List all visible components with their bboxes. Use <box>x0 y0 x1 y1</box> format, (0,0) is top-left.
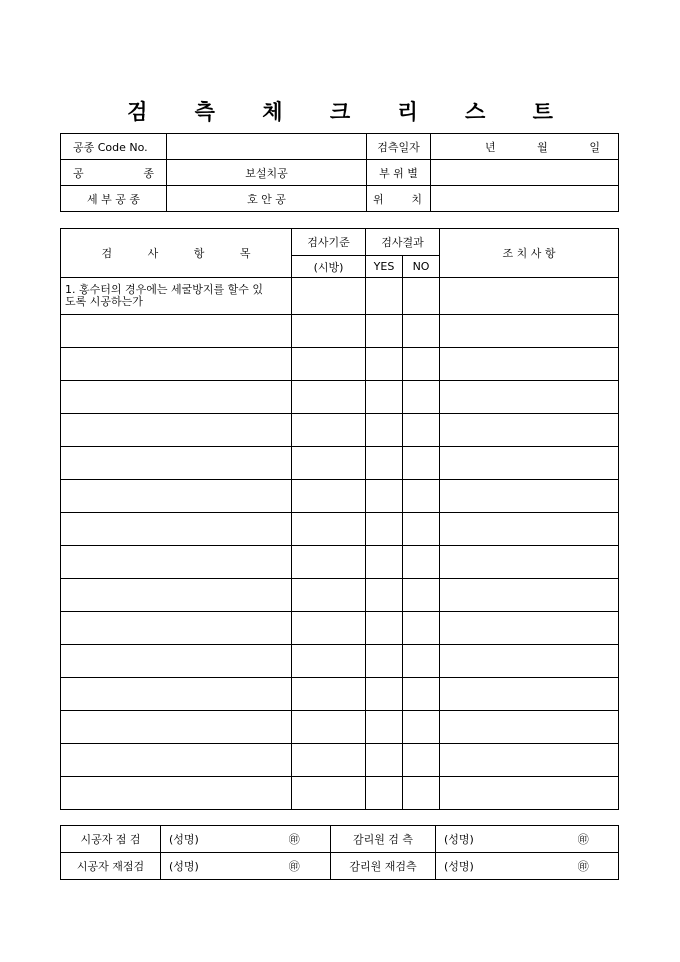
action-cell[interactable] <box>440 381 619 414</box>
item-cell[interactable] <box>61 447 292 480</box>
yes-cell[interactable] <box>366 315 403 348</box>
info-label: 검측일자 <box>367 134 431 160</box>
info-label: 세 부 공 종 <box>61 186 167 212</box>
yes-cell[interactable] <box>366 546 403 579</box>
no-cell[interactable] <box>403 348 440 381</box>
signature-row <box>61 853 619 880</box>
item-cell[interactable] <box>61 612 292 645</box>
item-cell[interactable] <box>61 777 292 810</box>
info-row <box>61 186 619 212</box>
item-cell[interactable] <box>61 711 292 744</box>
yes-cell[interactable] <box>366 414 403 447</box>
item-cell[interactable] <box>61 381 292 414</box>
label-part: 위 <box>373 192 384 206</box>
standard-cell[interactable] <box>292 480 366 513</box>
table-row <box>61 315 619 348</box>
name-field[interactable]: (성명) <box>436 826 549 853</box>
table-row <box>61 348 619 381</box>
action-cell[interactable] <box>440 447 619 480</box>
action-cell[interactable] <box>440 315 619 348</box>
standard-cell[interactable] <box>292 278 366 315</box>
standard-cell[interactable] <box>292 546 366 579</box>
action-cell[interactable] <box>440 348 619 381</box>
info-row <box>61 134 619 160</box>
no-cell[interactable] <box>403 546 440 579</box>
table-row <box>61 414 619 447</box>
action-cell[interactable] <box>440 711 619 744</box>
standard-header: 검사기준 <box>292 229 366 256</box>
yes-cell[interactable] <box>366 678 403 711</box>
standard-subheader: (시방) <box>292 256 366 278</box>
item-header: 검 사 항 목 <box>61 229 292 278</box>
seal-mark: ㊞ <box>549 826 619 853</box>
standard-cell[interactable] <box>292 348 366 381</box>
result-header: 검사결과 <box>366 229 440 256</box>
item-cell[interactable] <box>61 546 292 579</box>
yes-cell[interactable] <box>366 777 403 810</box>
standard-cell[interactable] <box>292 381 366 414</box>
info-label <box>61 160 167 186</box>
table-row <box>61 447 619 480</box>
standard-cell[interactable] <box>292 513 366 546</box>
action-cell[interactable] <box>440 278 619 315</box>
no-cell[interactable] <box>403 447 440 480</box>
table-row <box>61 612 619 645</box>
no-cell[interactable] <box>403 777 440 810</box>
info-value[interactable] <box>431 186 619 212</box>
standard-cell[interactable] <box>292 414 366 447</box>
yes-cell[interactable] <box>366 480 403 513</box>
page-title: 검 측 체 크 리 스 트 <box>127 99 573 124</box>
yes-cell[interactable] <box>366 348 403 381</box>
label-part: 치 <box>411 192 422 206</box>
day-label: 일 <box>589 140 600 154</box>
action-cell[interactable] <box>440 777 619 810</box>
no-cell[interactable] <box>403 414 440 447</box>
no-cell[interactable] <box>403 480 440 513</box>
info-value[interactable] <box>167 134 367 160</box>
standard-cell[interactable] <box>292 579 366 612</box>
standard-cell[interactable] <box>292 777 366 810</box>
action-cell[interactable] <box>440 414 619 447</box>
item-cell[interactable] <box>61 414 292 447</box>
name-field[interactable]: (성명) <box>436 853 549 880</box>
header-row <box>61 229 619 256</box>
no-cell[interactable] <box>403 711 440 744</box>
action-cell[interactable] <box>440 579 619 612</box>
standard-cell[interactable] <box>292 645 366 678</box>
info-label <box>367 186 431 212</box>
signature-label: 감리원 검 측 <box>331 826 436 853</box>
action-cell[interactable] <box>440 612 619 645</box>
year-label: 년 <box>485 140 496 154</box>
item-cell[interactable] <box>61 315 292 348</box>
yes-cell[interactable] <box>366 579 403 612</box>
signature-row <box>61 826 619 853</box>
action-cell[interactable] <box>440 546 619 579</box>
yes-cell[interactable] <box>366 711 403 744</box>
standard-cell[interactable] <box>292 315 366 348</box>
table-row <box>61 711 619 744</box>
item-cell[interactable] <box>61 579 292 612</box>
yes-cell[interactable] <box>366 513 403 546</box>
no-cell[interactable] <box>403 513 440 546</box>
item-cell[interactable] <box>61 513 292 546</box>
signature-label: 시공자 재점검 <box>61 853 161 880</box>
standard-cell[interactable] <box>292 711 366 744</box>
item-cell[interactable] <box>61 645 292 678</box>
checklist-table <box>60 228 619 810</box>
no-cell[interactable] <box>403 278 440 315</box>
table-row <box>61 513 619 546</box>
seal-mark: ㊞ <box>259 853 331 880</box>
info-value[interactable]: 호 안 공 <box>167 186 367 212</box>
item-cell[interactable] <box>61 678 292 711</box>
table-row <box>61 678 619 711</box>
action-header: 조 치 사 항 <box>440 229 619 278</box>
yes-cell[interactable] <box>366 447 403 480</box>
no-cell[interactable] <box>403 381 440 414</box>
info-row <box>61 160 619 186</box>
yes-cell[interactable] <box>366 645 403 678</box>
table-row <box>61 777 619 810</box>
table-row <box>61 381 619 414</box>
no-cell[interactable] <box>403 744 440 777</box>
no-cell[interactable] <box>403 645 440 678</box>
standard-cell[interactable] <box>292 612 366 645</box>
date-cell[interactable] <box>431 134 619 160</box>
yes-cell[interactable] <box>366 612 403 645</box>
info-label: 부 위 별 <box>367 160 431 186</box>
table-row <box>61 278 619 315</box>
action-cell[interactable] <box>440 480 619 513</box>
yes-cell[interactable] <box>366 278 403 315</box>
table-row <box>61 744 619 777</box>
action-cell[interactable] <box>440 513 619 546</box>
label-part: 종 <box>143 166 154 180</box>
name-field[interactable]: (성명) <box>161 826 259 853</box>
standard-cell[interactable] <box>292 678 366 711</box>
standard-cell[interactable] <box>292 744 366 777</box>
no-cell[interactable] <box>403 612 440 645</box>
item-cell: 1. 홍수터의 경우에는 세굴방지를 할수 있 도록 시공하는가 <box>61 278 292 315</box>
table-row <box>61 579 619 612</box>
action-cell[interactable] <box>440 744 619 777</box>
no-cell[interactable] <box>403 315 440 348</box>
month-label: 월 <box>537 140 548 154</box>
standard-cell[interactable] <box>292 447 366 480</box>
no-cell[interactable] <box>403 579 440 612</box>
signature-label: 시공자 점 검 <box>61 826 161 853</box>
info-value[interactable]: 보설치공 <box>167 160 367 186</box>
no-cell[interactable] <box>403 678 440 711</box>
table-row <box>61 645 619 678</box>
table-row <box>61 480 619 513</box>
label-part: 공 <box>73 166 84 180</box>
info-table <box>60 133 619 212</box>
item-cell[interactable] <box>61 744 292 777</box>
action-cell[interactable] <box>440 678 619 711</box>
empty-rows <box>61 315 619 810</box>
yes-cell[interactable] <box>366 744 403 777</box>
action-cell[interactable] <box>440 645 619 678</box>
table-row <box>61 546 619 579</box>
signature-table <box>60 825 619 880</box>
yes-header: YES <box>366 256 403 278</box>
item-cell[interactable] <box>61 480 292 513</box>
signature-label: 감리원 재검측 <box>331 853 436 880</box>
seal-mark: ㊞ <box>259 826 331 853</box>
info-value[interactable] <box>431 160 619 186</box>
seal-mark: ㊞ <box>549 853 619 880</box>
no-header: NO <box>403 256 440 278</box>
yes-cell[interactable] <box>366 381 403 414</box>
info-label: 공종 Code No. <box>61 134 167 160</box>
item-cell[interactable] <box>61 348 292 381</box>
name-field[interactable]: (성명) <box>161 853 259 880</box>
